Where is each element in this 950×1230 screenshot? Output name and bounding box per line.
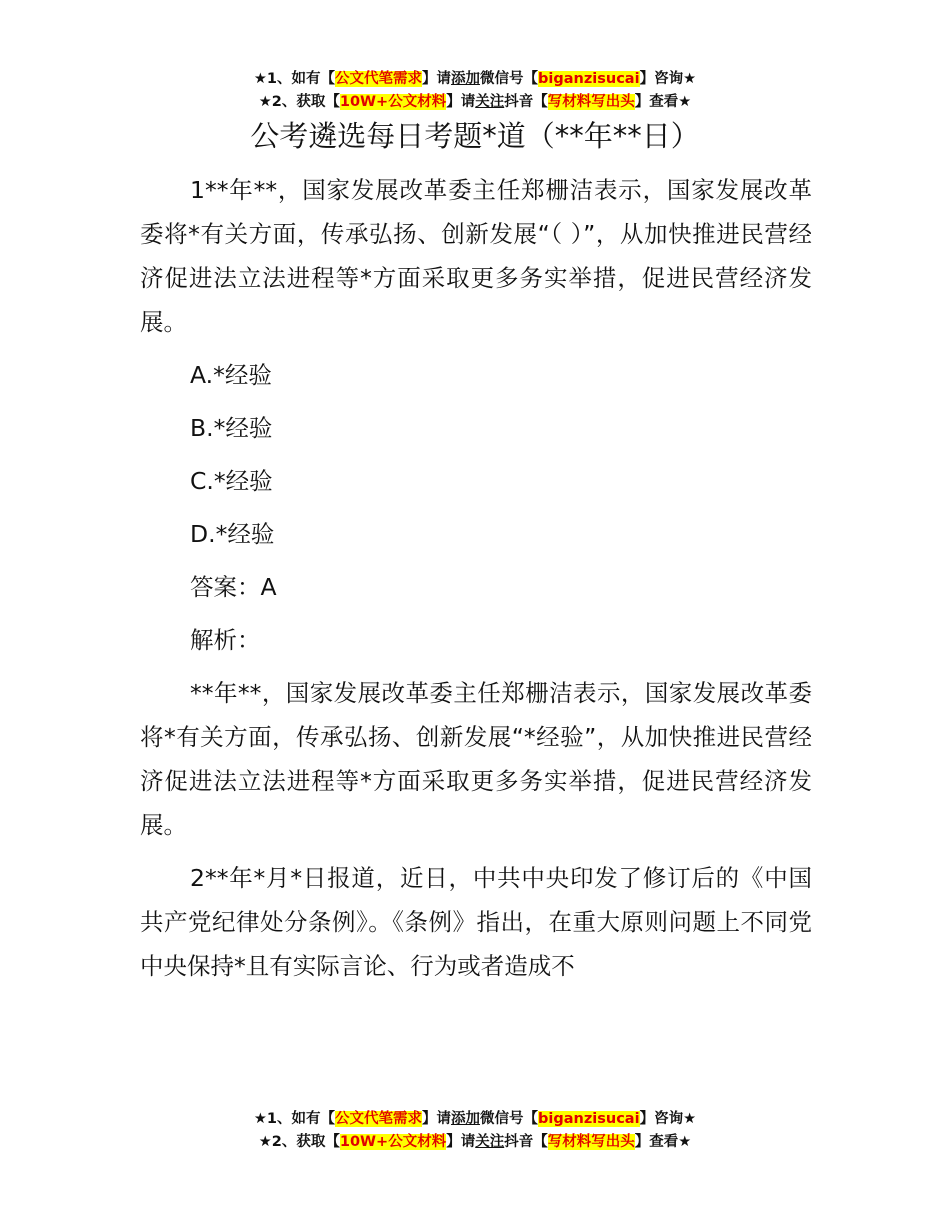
option-b: B.*经验 <box>190 414 273 442</box>
option-d: D.*经验 <box>190 520 275 548</box>
analysis-text: **年**，国家发展改革委主任郑栅洁表示，国家发展改革委将*有关方面，传承弘扬、创新发展“*经验”，从加快推进民营经济促进法立法进程等*方面采取更多务实举措，促进民营经济发展。 <box>140 679 812 839</box>
option-c: C.*经验 <box>190 467 273 495</box>
question-2-stem: 2**年*月*日报道，近日，中共中央印发了修订后的《中国共产党纪律处分条例》。《条例》指出，在重大原则问题上不同党中央保持*且有实际言论、行为或者造成不 <box>140 864 812 980</box>
document-title: 公考遴选每日考题*道（**年**日） <box>250 119 700 153</box>
banner-line-2: ★2、获取【10W+公文材料】请关注抖音【写材料写出头】查看★ <box>258 1134 692 1150</box>
banner-line-1: ★1、如有【公文代笔需求】请添加微信号【biganzisucai】咨询★ <box>253 1111 697 1127</box>
highlight-materials: 10W+公文材料 <box>339 94 447 110</box>
footer-banner <box>0 1108 950 1154</box>
option-a: A.*经验 <box>190 361 272 389</box>
highlight-wechat-id: biganzisucai <box>538 1111 640 1127</box>
highlight-douyin: 写材料写出头 <box>547 1134 635 1150</box>
answer: 答案：A <box>190 573 277 601</box>
banner-line-2: ★2、获取【10W+公文材料】请关注抖音【写材料写出头】查看★ <box>258 94 692 110</box>
highlight-service: 公文代笔需求 <box>335 1111 423 1127</box>
highlight-service: 公文代笔需求 <box>335 71 423 87</box>
header-banner <box>0 68 950 114</box>
banner-line-1: ★1、如有【公文代笔需求】请添加微信号【biganzisucai】咨询★ <box>253 71 697 87</box>
highlight-materials: 10W+公文材料 <box>339 1134 447 1150</box>
document-body <box>140 168 812 997</box>
analysis-label: 解析： <box>190 626 261 654</box>
highlight-douyin: 写材料写出头 <box>547 94 635 110</box>
highlight-wechat-id: biganzisucai <box>538 71 640 87</box>
question-1-stem: 1**年**，国家发展改革委主任郑栅洁表示，国家发展改革委将*有关方面，传承弘扬、创新发展“（ ）”，从加快推进民营经济促进法立法进程等*方面采取更多务实举措，促进民营经济发展。 <box>140 176 812 336</box>
